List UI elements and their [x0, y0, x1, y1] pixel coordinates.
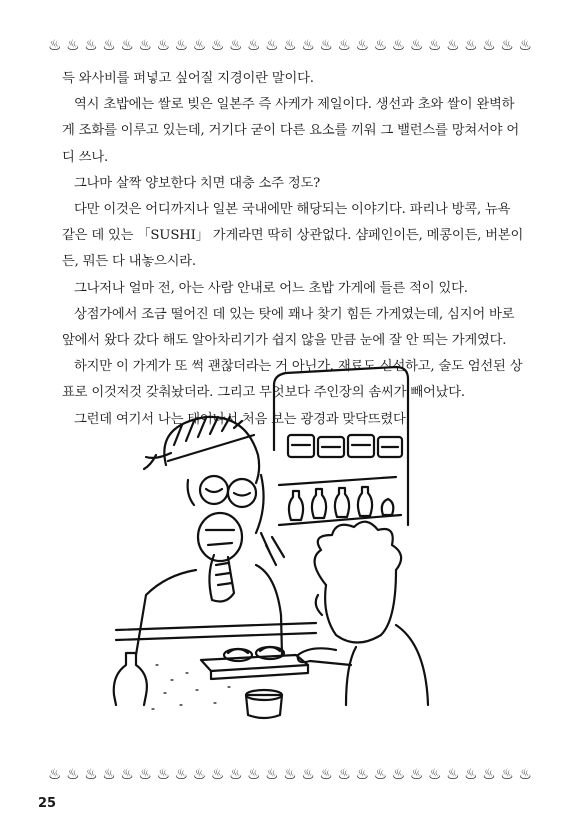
hot-spring-ornament-icon: ♨ [446, 35, 460, 54]
hot-spring-ornament-icon: ♨ [84, 35, 98, 54]
hot-spring-ornament-icon: ♨ [427, 35, 442, 54]
hot-spring-ornament-icon: ♨ [518, 35, 532, 54]
hot-spring-ornament-icon: ♨ [464, 35, 478, 54]
hot-spring-ornament-icon: ♨ [391, 35, 406, 54]
sushi-geta-board [201, 647, 308, 679]
paragraph: 그나저나 얼마 전, 아는 사람 안내로 어느 초밥 가게에 들른 적이 있다. [74, 280, 468, 296]
hot-spring-ornament-icon: ♨ [500, 764, 514, 783]
hot-spring-ornament-icon: ♨ [120, 764, 134, 783]
hot-spring-ornament-icon: ♨ [247, 35, 261, 54]
hot-spring-ornament-icon: ♨ [464, 764, 478, 783]
hot-spring-ornament-icon: ♨ [518, 764, 532, 783]
hot-spring-ornament-icon: ♨ [373, 764, 388, 783]
hot-spring-ornament-icon: ♨ [228, 764, 243, 783]
hot-spring-ornament-icon: ♨ [210, 764, 225, 783]
sushi-counter [116, 623, 316, 640]
chef-figure [136, 417, 282, 655]
paragraph: 상점가에서 조금 떨어진 데 있는 탓에 꽤나 찾기 힘든 가게였는데, 심지어 바로 앞에서 왔다 갔다 해도 알아차리기가 쉽지 않을 만큼 눈에 잘 안 띄는 가게였다. [62, 306, 515, 349]
hot-spring-ornament-icon: ♨ [500, 35, 514, 54]
hot-spring-ornament-icon: ♨ [66, 764, 80, 783]
hot-spring-ornament-icon: ♨ [66, 35, 80, 54]
hot-spring-ornament-icon: ♨ [102, 35, 116, 54]
hot-spring-ornament-icon: ♨ [247, 764, 261, 783]
hot-spring-ornament-icon: ♨ [283, 35, 297, 54]
hot-spring-ornament-icon: ♨ [409, 35, 424, 54]
hot-spring-ornament-icon: ♨ [301, 35, 315, 54]
customer-figure [298, 522, 428, 705]
hot-spring-ornament-icon: ♨ [482, 35, 496, 54]
hot-spring-ornament-icon: ♨ [319, 764, 333, 783]
hot-spring-ornament-icon: ♨ [482, 764, 496, 783]
hot-spring-ornament-icon: ♨ [156, 764, 171, 783]
hot-spring-ornament-icon: ♨ [48, 764, 62, 783]
paragraph: 그나마 살짝 양보한다 치면 대충 소주 정도? [74, 175, 321, 191]
hot-spring-ornament-icon: ♨ [228, 35, 243, 54]
hot-spring-ornament-icon: ♨ [391, 764, 406, 783]
hot-spring-ornament-icon: ♨ [102, 764, 116, 783]
paragraph: 득 와사비를 퍼넣고 싶어질 지경이란 말이다. [62, 71, 314, 86]
hot-spring-ornament-icon: ♨ [355, 35, 370, 54]
hot-spring-ornament-icon: ♨ [265, 35, 279, 54]
hot-spring-ornament-icon: ♨ [446, 764, 460, 783]
paragraph: 다만 이것은 어디까지나 일본 국내에만 해당되는 이야기다. 파리나 방콕, 뉴욕 같은 데 있는 「SUSHI」 가게라면 딱히 상관없다. 샴페인이든, 메콩이든, 버본이든, 뭐든 다 내놓으시라. [62, 202, 524, 270]
hot-spring-ornament-icon: ♨ [210, 35, 225, 54]
hot-spring-ornament-icon: ♨ [301, 764, 315, 783]
top-ornament-border [48, 34, 532, 56]
page-number: 25 [38, 796, 57, 811]
sake-bottle-and-cup [114, 653, 282, 718]
hot-spring-ornament-icon: ♨ [192, 35, 207, 54]
hot-spring-ornament-icon: ♨ [319, 35, 333, 54]
hot-spring-ornament-icon: ♨ [192, 764, 207, 783]
hot-spring-ornament-icon: ♨ [265, 764, 279, 783]
hot-spring-ornament-icon: ♨ [138, 35, 152, 54]
hot-spring-ornament-icon: ♨ [355, 764, 370, 783]
hot-spring-ornament-icon: ♨ [84, 764, 98, 783]
hot-spring-ornament-icon: ♨ [48, 35, 62, 54]
paragraph: 하지만 이 가게가 또 썩 괜찮더라는 거 아닌가. 재료도 신선하고, 술도 엄선된 상표로 이것저것 갖춰놨더라. 그리고 무엇보다 주인장의 솜씨가 빼어났다. [62, 359, 523, 401]
hot-spring-ornament-icon: ♨ [337, 764, 351, 783]
hot-spring-ornament-icon: ♨ [174, 764, 189, 783]
hot-spring-ornament-icon: ♨ [337, 35, 351, 54]
hot-spring-ornament-icon: ♨ [427, 764, 442, 783]
hot-spring-ornament-icon: ♨ [138, 764, 152, 783]
paragraph: 그런데 여기서 나는 태어나서 처음 보는 광경과 맞닥뜨렸다. [74, 411, 410, 427]
paragraph: 역시 초밥에는 쌀로 빚은 일본주 즉 사케가 제일이다. 생선과 초와 쌀이 완벽하게 조화를 이루고 있는데, 거기다 굳이 다른 요소를 끼워 그 밸런스를 망쳐서야 어디 쓰나. [62, 97, 519, 165]
hot-spring-ornament-icon: ♨ [174, 35, 189, 54]
sushi-bar-illustration [96, 365, 496, 735]
hot-spring-ornament-icon: ♨ [156, 35, 171, 54]
hot-spring-ornament-icon: ♨ [373, 35, 388, 54]
hot-spring-ornament-icon: ♨ [283, 764, 297, 783]
motion-lines [261, 533, 284, 565]
hot-spring-ornament-icon: ♨ [409, 764, 424, 783]
shelf-with-bowls-and-bottles [274, 367, 408, 525]
hot-spring-ornament-icon: ♨ [120, 35, 134, 54]
bottom-ornament-border [48, 763, 532, 785]
